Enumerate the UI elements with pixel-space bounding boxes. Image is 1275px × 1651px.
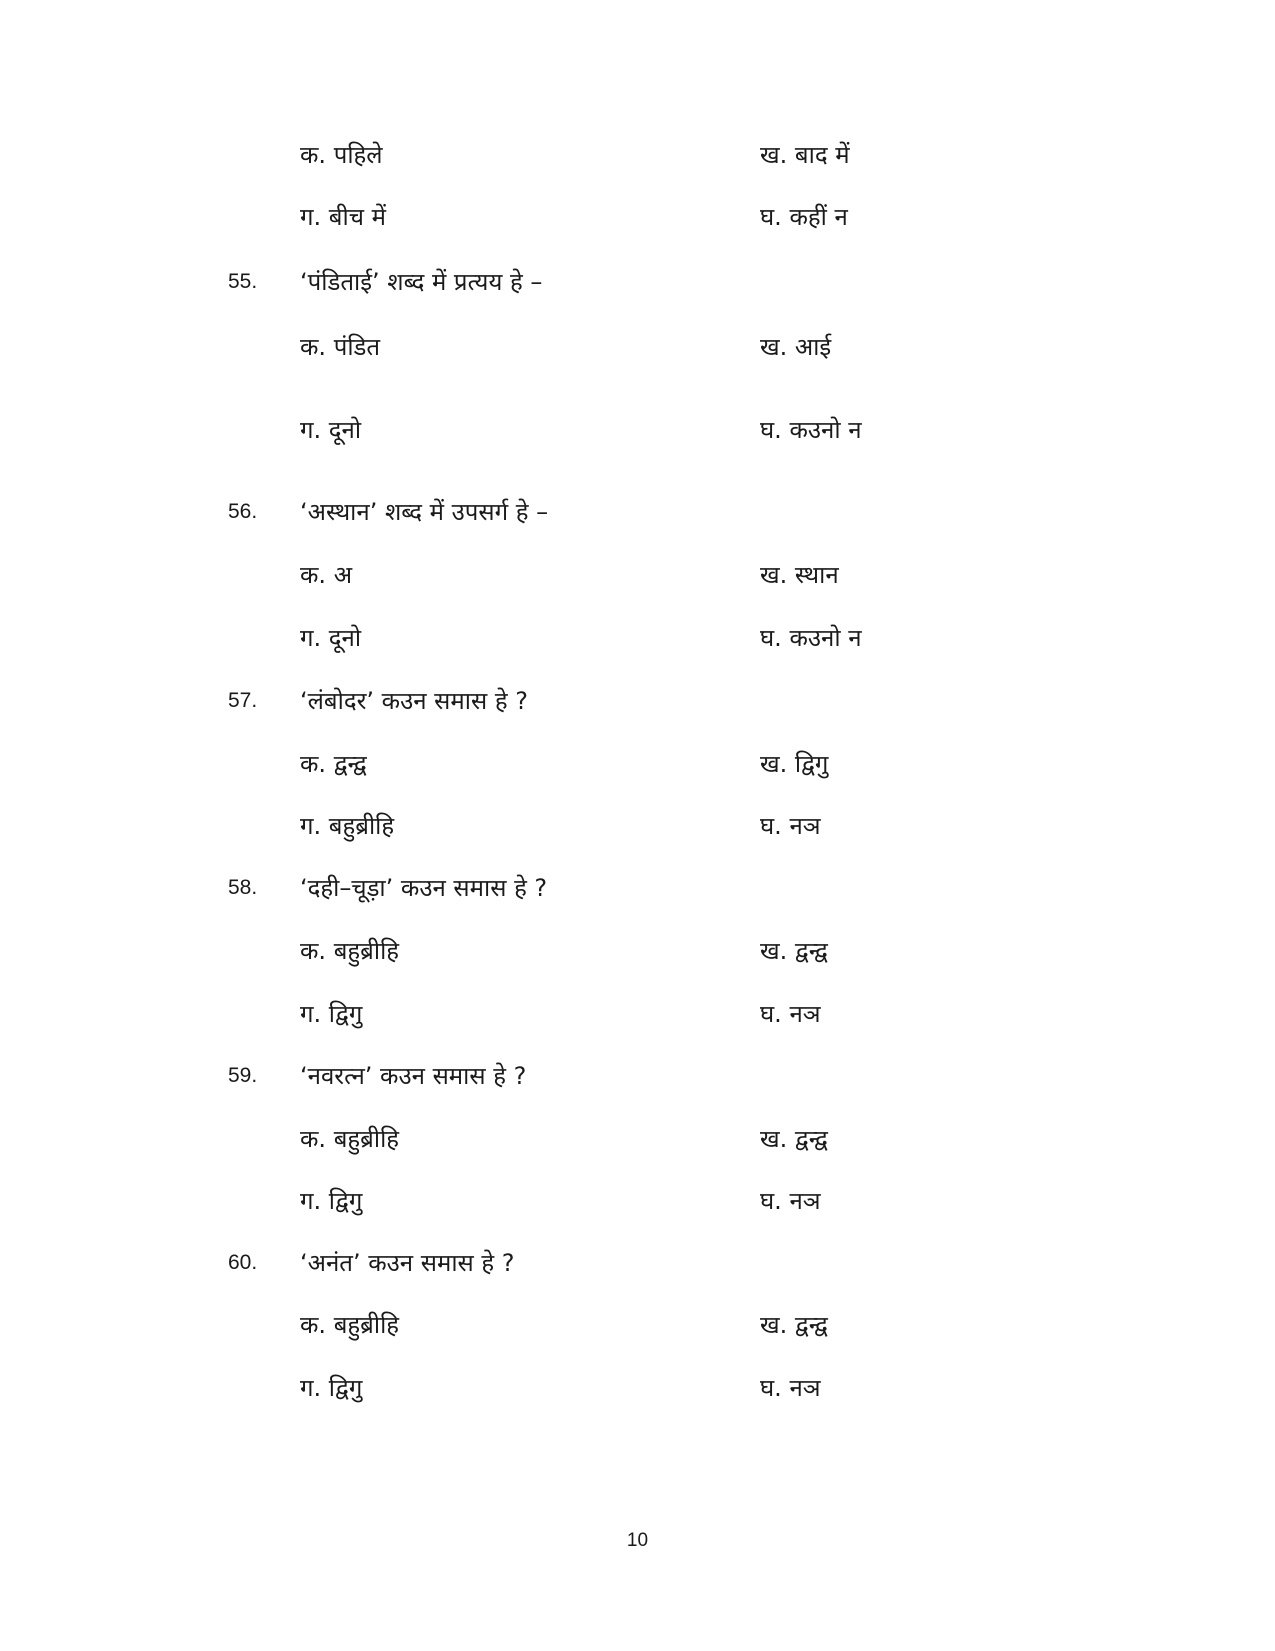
question-text: ‘नवरत्न’ कउन समास हे ? [300, 1062, 527, 1090]
option-c: ग. दूनो [300, 624, 362, 652]
question-number: 60. [228, 1251, 258, 1274]
option-row [0, 327, 1275, 367]
question-number: 57. [228, 689, 258, 712]
option-b: ख. आई [760, 333, 832, 361]
option-c: ग. बीच में [300, 203, 386, 231]
option-d: घ. कउनो न [760, 624, 862, 652]
option-a: क. पंडित [300, 333, 381, 361]
option-d: घ. नञ [760, 812, 821, 840]
option-b: ख. बाद में [760, 141, 850, 169]
option-a: क. बहुब्रीहि [300, 937, 400, 965]
question-59 [0, 1056, 1275, 1096]
option-c: ग. द्विगु [300, 1187, 363, 1215]
question-58 [0, 868, 1275, 908]
option-a: क. द्वन्द्व [300, 750, 367, 778]
option-d: घ. नञ [760, 1000, 821, 1028]
option-b: ख. द्विगु [760, 750, 829, 778]
option-c: ग. द्विगु [300, 1374, 363, 1402]
option-row [0, 410, 1275, 450]
option-b: ख. द्वन्द्व [760, 937, 828, 965]
option-row [0, 994, 1275, 1034]
question-text: ‘लंबोदर’ कउन समास हे ? [300, 687, 528, 715]
question-number: 56. [228, 500, 258, 523]
option-c: ग. दूनो [300, 416, 362, 444]
option-row [0, 135, 1275, 175]
page-number: 10 [626, 1530, 649, 1551]
option-row [0, 618, 1275, 658]
question-57 [0, 681, 1275, 721]
option-row [0, 806, 1275, 846]
option-row [0, 555, 1275, 595]
question-text: ‘अनंत’ कउन समास हे ? [300, 1249, 515, 1277]
option-row [0, 197, 1275, 237]
option-row [0, 1119, 1275, 1159]
option-row [0, 1368, 1275, 1408]
option-d: घ. नञ [760, 1374, 821, 1402]
question-number: 55. [228, 270, 258, 293]
question-text: ‘पंडिताई’ शब्द में प्रत्यय हे – [300, 268, 543, 296]
option-a: क. पहिले [300, 141, 383, 169]
option-b: ख. द्वन्द्व [760, 1311, 828, 1339]
option-a: क. अ [300, 561, 353, 589]
question-56 [0, 492, 1275, 532]
question-text: ‘अस्थान’ शब्द में उपसर्ग हे – [300, 498, 549, 526]
option-c: ग. बहुब्रीहि [300, 812, 395, 840]
option-a: क. बहुब्रीहि [300, 1125, 400, 1153]
question-55 [0, 262, 1275, 302]
option-row [0, 1181, 1275, 1221]
option-row [0, 744, 1275, 784]
option-c: ग. द्विगु [300, 1000, 363, 1028]
question-60 [0, 1243, 1275, 1283]
option-b: ख. स्थान [760, 561, 839, 589]
option-d: घ. कहीं न [760, 203, 848, 231]
option-b: ख. द्वन्द्व [760, 1125, 828, 1153]
question-text: ‘दही–चूड़ा’ कउन समास हे ? [300, 874, 548, 902]
option-row [0, 1305, 1275, 1345]
option-row [0, 931, 1275, 971]
question-number: 58. [228, 876, 258, 899]
question-number: 59. [228, 1064, 258, 1087]
option-a: क. बहुब्रीहि [300, 1311, 400, 1339]
option-d: घ. कउनो न [760, 416, 862, 444]
option-d: घ. नञ [760, 1187, 821, 1215]
